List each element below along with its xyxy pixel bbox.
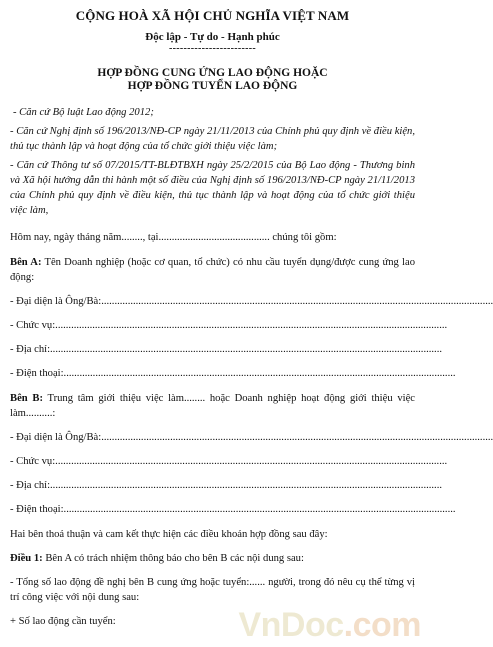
party-b-label: Bên B: <box>10 393 43 404</box>
party-b-phone: - Điện thoại: .................................................................................................................................................... <box>10 504 456 515</box>
basis-decree: - Căn cứ Nghị định số 196/2013/NĐ-CP ngày 21/11/2013 của Chính phủ quy định về điều kiện, thủ tục thành lập và hoạt động của tổ chức giới thiệu việc làm; <box>10 126 415 152</box>
watermark-suffix: .com <box>343 606 421 644</box>
heading-divider: ------------------------ <box>168 43 257 54</box>
national-motto: Độc lập - Tự do - Hạnh phúc <box>145 31 280 43</box>
fill-dots: .................................................................................................................................................... <box>50 344 442 355</box>
basis-circular: - Căn cứ Thông tư số 07/2015/TT-BLĐTBXH ngày 25/2/2015 của Bộ Lao động - Thương binh và Xã hội hướng dẫn thi hành một số điều của Nghị định số 196/2013/NĐ-CP ngày 21/11/2013 của Chính phủ quy định về điều kiện, thủ tục thành lập và hoạt động của tổ chức giới thiệu việc làm, <box>10 160 415 216</box>
party-a-address: - Địa chỉ: .................................................................................................................................................... <box>10 344 442 355</box>
party-a-label: Bên A: <box>10 257 42 268</box>
contract-title <box>10 67 415 93</box>
party-a-heading <box>10 255 415 285</box>
party-b-address: - Địa chỉ: .................................................................................................................................................... <box>10 480 442 491</box>
contract-title-line-2: HỢP ĐỒNG TUYỂN LAO ĐỘNG <box>127 80 298 92</box>
party-b-position: - Chức vụ: .................................................................................................................................................... <box>10 456 448 467</box>
party-a-representative: - Đại diện là Ông/Bà: .................................................................................................................................................... <box>10 296 493 307</box>
national-heading: CỘNG HOÀ XÃ HỘI CHỦ NGHĨA VIỆT NAM <box>75 8 350 23</box>
agreement-statement: Hai bên thoả thuận và cam kết thực hiện các điều khoản hợp đồng sau đây: <box>10 529 328 540</box>
contract-title-line-1: HỢP ĐỒNG CUNG ỨNG LAO ĐỘNG HOẶC <box>97 67 328 79</box>
party-b-heading <box>10 391 415 421</box>
total-workers-item: - Tổng số lao động đề nghị bên B cung ứng hoặc tuyển:...... người, trong đó nêu cụ thể từng vị trí công việc với nội dung sau: <box>10 577 415 603</box>
fill-dots: .................................................................................................................................................... <box>55 320 448 331</box>
fill-dots: .................................................................................................................................................... <box>50 480 442 491</box>
intro-date-place: Hôm nay, ngày tháng năm........, tại.......................................... chúng tôi gồm: <box>10 232 337 243</box>
fill-dots: .................................................................................................................................................... <box>101 296 493 307</box>
fill-dots: .................................................................................................................................................... <box>63 368 456 379</box>
party-b-description: Trung tâm giới thiệu việc làm........ hoặc Doanh nghiệp hoạt động giới thiệu việc làm..........: <box>10 393 415 419</box>
needed-workers-item: + Số lao động cần tuyển: <box>10 616 116 627</box>
watermark-brand: VnDoc <box>238 606 344 644</box>
party-a-description: Tên Doanh nghiệp (hoặc cơ quan, tổ chức) có nhu cầu tuyển dụng/được cung ứng lao động: <box>10 257 415 283</box>
party-a-phone: - Điện thoại: .................................................................................................................................................... <box>10 368 456 379</box>
fill-dots: .................................................................................................................................................... <box>63 504 456 515</box>
party-a-position: - Chức vụ: .................................................................................................................................................... <box>10 320 448 331</box>
basis-labor-code: - Căn cứ Bộ luật Lao động 2012; <box>13 107 154 118</box>
legal-basis <box>10 105 415 218</box>
article-1 <box>10 551 415 566</box>
fill-dots: .................................................................................................................................................... <box>55 456 448 467</box>
article-1-label: Điều 1: <box>10 553 43 564</box>
fill-dots: .................................................................................................................................................... <box>101 432 493 443</box>
party-b-representative: - Đại diện là Ông/Bà: .................................................................................................................................................... <box>10 432 493 443</box>
article-1-text: Bên A có trách nhiệm thông báo cho bên B các nội dung sau: <box>42 553 304 564</box>
